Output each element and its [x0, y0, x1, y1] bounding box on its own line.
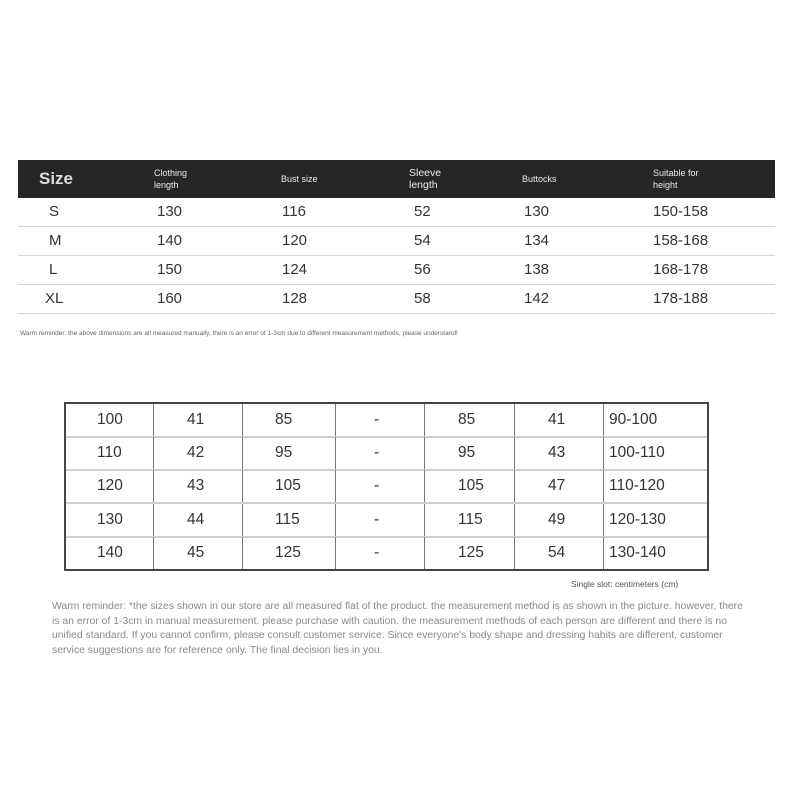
- unit-label: Single slot: centimeters (cm): [571, 579, 679, 589]
- header-bust-size: Bust size: [281, 174, 318, 184]
- table-cell: 115: [243, 504, 336, 536]
- size-chart-table: [18, 160, 775, 314]
- header-size: Size: [39, 169, 74, 188]
- table-row: [66, 537, 707, 570]
- cell-buttocks: 138: [524, 261, 550, 278]
- cell-buttocks: 134: [524, 232, 550, 249]
- cell-buttocks: 130: [524, 203, 550, 220]
- cell-suitable-height: 150-158: [653, 203, 709, 220]
- cell-bust: 120: [282, 232, 308, 249]
- cell-suitable-height: 178-188: [653, 290, 709, 307]
- header-clothing-length: Clothing length: [154, 168, 188, 190]
- table-row: [66, 437, 707, 470]
- cell-buttocks: 142: [524, 290, 550, 307]
- table-cell: 105: [425, 470, 515, 502]
- size-chart-note: Warm reminder: the above dimensions are all measured manually, there is an error of 1-3cm due to different measurement methods, please understand!: [20, 330, 458, 337]
- table-row: [66, 404, 707, 437]
- cell-bust: 128: [282, 290, 308, 307]
- table-row: [18, 285, 775, 314]
- kids-size-table: [64, 402, 709, 571]
- table-cell: 110-120: [609, 477, 665, 495]
- table-cell: -: [336, 404, 425, 436]
- table-row: [18, 198, 775, 227]
- table-cell: 130-140: [609, 543, 666, 561]
- table-cell: 95: [243, 437, 336, 469]
- table-row: [18, 227, 775, 256]
- warm-reminder-note: Warm reminder: *the sizes shown in our store are all measured flat of the product. the measurement method is as shown in the picture. however, there is an error of 1-3cm in manual measurement. please purchase with caution. the measurement methods of each person are different and there is no unified standard. If you cannot confirm, please consult customer service. Since everyone's body shape and dressing habits are different, customer service suggestions are for reference only. The final decision lies in you.: [52, 601, 743, 656]
- table-cell: -: [336, 437, 425, 469]
- table-cell: 85: [243, 404, 336, 436]
- table-cell: 120: [66, 470, 154, 502]
- cell-clothing-length: 130: [157, 203, 183, 220]
- cell-size: XL: [45, 290, 64, 307]
- cell-size: L: [49, 261, 58, 278]
- cell-suitable-height: 158-168: [653, 232, 709, 249]
- table-cell: 100-110: [609, 444, 665, 462]
- cell-size: M: [49, 232, 62, 249]
- table-cell: 49: [515, 504, 604, 536]
- size-chart-header: [18, 160, 775, 198]
- table-cell: 110: [66, 437, 154, 469]
- header-sleeve-length: Sleeve length: [409, 167, 442, 191]
- table-cell: -: [336, 537, 425, 569]
- table-cell: 95: [425, 437, 515, 469]
- table-cell: 125: [243, 537, 336, 569]
- table-row: [66, 504, 707, 537]
- table-cell: -: [336, 470, 425, 502]
- cell-size: S: [49, 203, 60, 220]
- table-cell: 140: [66, 537, 154, 569]
- cell-sleeve-length: 52: [414, 203, 431, 220]
- table-cell: 105: [243, 470, 336, 502]
- table-cell: 41: [154, 404, 243, 436]
- table-cell: 47: [515, 470, 604, 502]
- table-cell: 90-100: [609, 411, 658, 428]
- table-cell: 115: [425, 504, 515, 536]
- table-cell: 85: [425, 404, 515, 436]
- table-cell: 130: [66, 504, 154, 536]
- table-cell: 43: [515, 437, 604, 469]
- cell-sleeve-length: 56: [414, 261, 431, 278]
- table-cell: 44: [154, 504, 243, 536]
- table-cell: 54: [515, 537, 604, 569]
- table-row: [66, 470, 707, 503]
- table-cell: 120-130: [609, 510, 666, 528]
- cell-sleeve-length: 54: [414, 232, 431, 249]
- table-cell: 45: [154, 537, 243, 569]
- table-cell: -: [336, 504, 425, 536]
- cell-bust: 124: [282, 261, 308, 278]
- header-suitable-height: Suitable for height: [653, 168, 699, 190]
- table-cell: 125: [425, 537, 515, 569]
- table-cell: 100: [66, 404, 154, 436]
- cell-suitable-height: 168-178: [653, 261, 709, 278]
- cell-clothing-length: 160: [157, 290, 183, 307]
- cell-clothing-length: 150: [157, 261, 183, 278]
- table-cell: 42: [154, 437, 243, 469]
- table-row: [18, 256, 775, 285]
- header-buttocks: Buttocks: [522, 174, 557, 184]
- cell-bust: 116: [282, 203, 306, 220]
- table-cell: 41: [515, 404, 604, 436]
- table-cell: 43: [154, 470, 243, 502]
- cell-sleeve-length: 58: [414, 290, 431, 307]
- cell-clothing-length: 140: [157, 232, 183, 249]
